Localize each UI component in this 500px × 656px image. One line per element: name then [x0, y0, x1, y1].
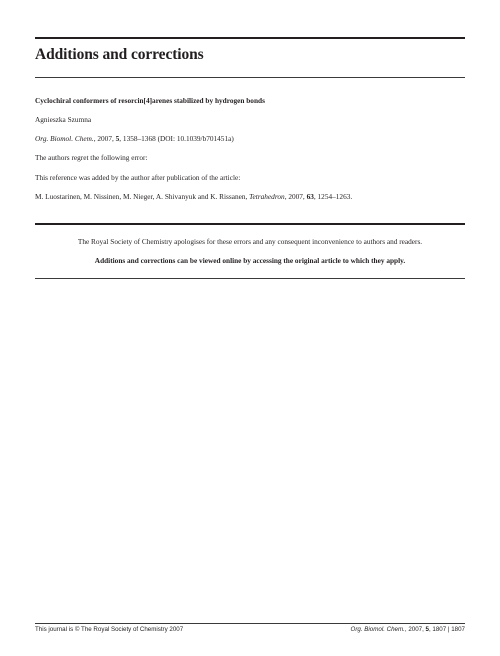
top-rule [35, 37, 465, 39]
notice-bottom-rule [35, 278, 465, 279]
online-notice: Additions and corrections can be viewed online by accessing the original article to which they apply. [94, 256, 406, 265]
footer-page-number: 1807 [451, 626, 465, 633]
footer-journal: Org. Biomol. Chem. [350, 626, 405, 633]
reference-authors: M. Luostarinen, M. Nissinen, M. Nieger, A. Shivanyuk and K. Rissanen, [35, 192, 250, 201]
citation-volume: 5 [115, 134, 120, 143]
footer-year: , 2007, [404, 626, 426, 633]
apology-text: The Royal Society of Chemistry apologises for these errors and any consequent inconvenience to authors and readers. [77, 237, 423, 246]
error-statement: The authors regret the following error: [35, 153, 148, 162]
author-name: Agnieszka Szumna [35, 115, 92, 124]
footer-citation [351, 626, 465, 633]
page-title: Additions and corrections [35, 46, 204, 63]
citation-year: , 2007, [93, 134, 116, 143]
title-rule [35, 77, 465, 78]
footer-pages: , 1807 [428, 626, 447, 633]
footer-rule [35, 623, 465, 624]
page-footer [35, 626, 465, 633]
notice-top-rule [35, 223, 465, 225]
reference-year: , 2007, [284, 192, 307, 201]
added-reference [35, 192, 465, 201]
citation-pages-doi: , 1358–1368 (DOI: 10.1039/b701451a) [119, 134, 234, 143]
citation-journal: Org. Biomol. Chem. [35, 134, 94, 143]
footer-volume: 5 [425, 626, 429, 633]
article-citation [35, 134, 465, 143]
reference-journal: Tetrahedron [249, 192, 285, 201]
reference-volume: 63 [306, 192, 314, 201]
article-title: Cyclochiral conformers of resorcin[4]arenes stabilized by hydrogen bonds [35, 96, 265, 105]
explanation-text: This reference was added by the author after publication of the article: [35, 173, 241, 182]
footer-copyright: This journal is © The Royal Society of Chemistry 2007 [35, 626, 184, 633]
reference-pages: , 1254–1263. [313, 192, 353, 201]
footer-divider: | [446, 626, 452, 633]
